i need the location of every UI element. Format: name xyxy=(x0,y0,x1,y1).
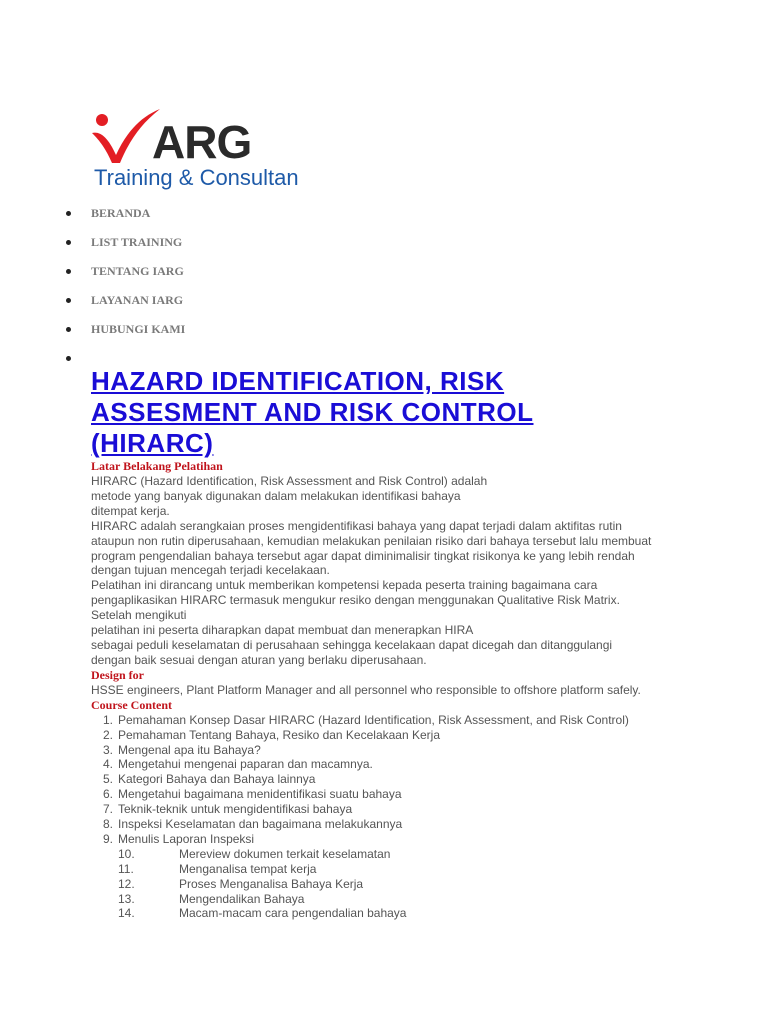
logo[interactable] xyxy=(90,105,370,190)
nav-item-beranda[interactable]: BERANDA xyxy=(64,199,185,228)
list-item: 5. Kategori Bahaya dan Bahaya lainnya xyxy=(102,772,316,787)
course-content-heading: Course Content xyxy=(91,697,172,712)
text-line: pelatihan ini peserta diharapkan dapat membuat dan menerapkan HIRA xyxy=(91,623,474,638)
text-line: sebagai peduli keselamatan di perusahaan sehingga kecelakaan dapat dicegah dan ditanggulangi xyxy=(91,637,613,652)
nav-item-hubungi-kami[interactable]: HUBUNGI KAMI xyxy=(64,315,185,344)
text-line: program pengendalian bahaya tersebut agar dapat diminimalisir tingkat risikonya ke yang lebih rendah xyxy=(91,548,635,563)
list-item: 12. Proses Menganalisa Bahaya Kerja xyxy=(118,876,364,891)
article xyxy=(91,366,751,921)
list-item: 9. Menulis Laporan Inspeksi xyxy=(102,831,255,846)
list-item: 6. Mengetahui bagaimana menidentifikasi suatu bahaya xyxy=(102,787,402,802)
text-line: Setelah mengikuti xyxy=(91,608,187,623)
article-title-line: HAZARD IDENTIFICATION, RISK xyxy=(91,366,505,396)
list-item: 4. Mengetahui mengenai paparan dan macamnya. xyxy=(102,757,373,772)
nav-item-layanan-iarg[interactable]: LAYANAN IARG xyxy=(64,286,185,315)
nav-item-tentang-iarg[interactable]: TENTANG IARG xyxy=(64,257,185,286)
list-item: 1. Pemahaman Konsep Dasar HIRARC (Hazard Identification, Risk Assessment, and Risk Control) xyxy=(102,712,629,727)
list-item: 10. Mereview dokumen terkait keselamatan xyxy=(118,846,391,861)
course-content-list xyxy=(91,713,751,922)
list-item: 11. Menganalisa tempat kerja xyxy=(118,861,317,876)
article-title-line: ASSESMENT AND RISK CONTROL xyxy=(91,397,534,427)
main-nav xyxy=(64,199,185,373)
text-line: Pelatihan ini dirancang untuk memberikan kompetensi kepada peserta training bagaimana cara xyxy=(91,578,598,593)
logo-brand-text: ARG xyxy=(152,116,252,168)
text-line: dengan tujuan mencegah terjadi kecelakaan. xyxy=(91,563,330,578)
text-line: dengan baik sesuai dengan aturan yang berlaku diperusahaan. xyxy=(91,652,427,667)
article-title-link[interactable] xyxy=(91,366,751,459)
list-item: 2. Pemahaman Tentang Bahaya, Resiko dan Kecelakaan Kerja xyxy=(102,727,440,742)
list-item: 7. Teknik-teknik untuk mengidentifikasi bahaya xyxy=(102,802,353,817)
text-line: ataupun non rutin diperusahaan, kemudian melakukan penilaian risiko dari bahaya tersebut lalu membuat xyxy=(91,533,652,548)
design-for-heading: Design for xyxy=(91,667,144,682)
text-line: ditempat kerja. xyxy=(91,503,170,518)
text-line: HIRARC (Hazard Identification, Risk Assessment and Risk Control) adalah xyxy=(91,474,488,488)
logo-tagline: Training & Consultan xyxy=(94,165,299,190)
text-line: HIRARC adalah serangkaian proses mengidentifikasi bahaya yang dapat terjadi dalam aktifitas rutin xyxy=(91,518,622,533)
text-line: metode yang banyak digunakan dalam melakukan identifikasi bahaya xyxy=(91,488,461,503)
list-item: 3. Mengenal apa itu Bahaya? xyxy=(102,742,261,757)
article-title-line: (HIRARC) xyxy=(91,428,214,458)
background-text xyxy=(91,474,751,668)
text-line: pengaplikasikan HIRARC termasuk mengukur resiko dengan menggunakan Qualitative Risk Matrix. xyxy=(91,593,620,608)
background-heading: Latar Belakang Pelatihan xyxy=(91,459,223,473)
list-item: 8. Inspeksi Keselamatan dan bagaimana melakukannya xyxy=(102,817,403,832)
design-for-text: HSSE engineers, Plant Platform Manager and all personnel who responsible to offshore platform safely. xyxy=(91,682,641,697)
nav-item-list-training[interactable]: LIST TRAINING xyxy=(64,228,185,257)
list-item: 14. Macam-macam cara pengendalian bahaya xyxy=(118,906,407,921)
list-item: 13. Mengendalikan Bahaya xyxy=(118,891,305,906)
